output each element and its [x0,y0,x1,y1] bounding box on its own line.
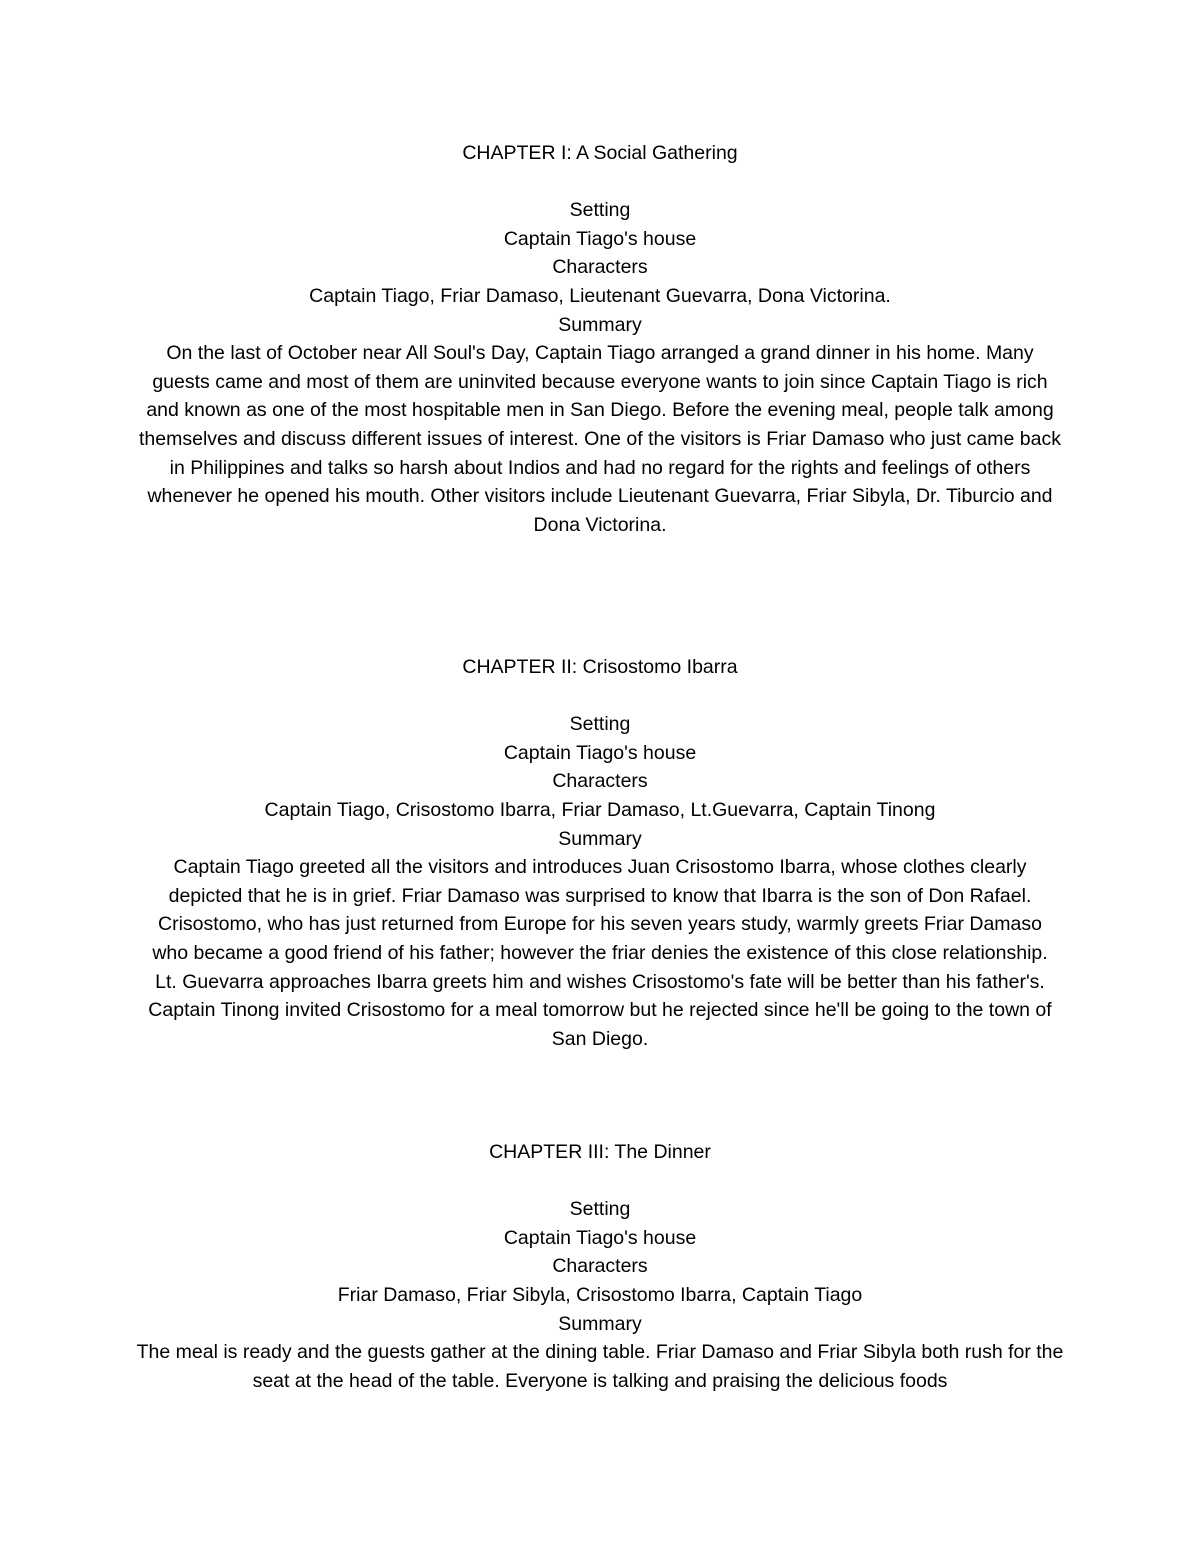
characters-value: Captain Tiago, Friar Damaso, Lieutenant Guevarra, Dona Victorina. [309,284,891,307]
characters-label: Characters [552,1255,648,1278]
characters-value: Friar Damaso, Friar Sibyla, Crisostomo Ibarra, Captain Tiago [337,1283,863,1306]
summary-label: Summary [558,827,642,850]
spacer [130,682,1070,711]
summary-text: The meal is ready and the guests gather at the dining table. Friar Damaso and Friar Sibyla both rush for the seat at the head of the table. Everyone is talking and praising the delicious foods [136,1341,1064,1392]
summary-label: Summary [558,1312,642,1335]
chapter-3-section [130,1138,1070,1395]
setting-value: Captain Tiago's house [503,741,697,764]
chapter-title: CHAPTER II: Crisostomo Ibarra [462,656,738,678]
setting-value: Captain Tiago's house [503,1226,697,1249]
setting-value: Captain Tiago's house [503,227,697,250]
setting-label: Setting [569,1198,631,1221]
setting-label: Setting [569,713,631,736]
summary-text: On the last of October near All Soul's Day, Captain Tiago arranged a grand dinner in his home. Many guests came and most of them are uninvited because everyone wants to join since Captain Tiago is rich and known as one of the most hospitable men in San Diego. Before the evening meal, people talk among themselves and discuss different issues of interest. One of the visitors is Friar Damaso who just came back in Philippines and talks so harsh about Indios and had no regard for the rights and feelings of others whenever he opened his mouth. Other visitors include Lieutenant Guevarra, Friar Sibyla, Dr. Tiburcio and Dona Victorina. [139,342,1061,536]
chapter-title: CHAPTER III: The Dinner [489,1141,711,1163]
characters-value: Captain Tiago, Crisostomo Ibarra, Friar Damaso, Lt.Guevarra, Captain Tinong [264,798,936,821]
spacer [130,168,1070,197]
characters-label: Characters [552,256,648,279]
summary-text: Captain Tiago greeted all the visitors and introduces Juan Crisostomo Ibarra, whose clothes clearly depicted that he is in grief. Friar Damaso was surprised to know that Ibarra is the son of Don Rafael. Crisostomo, who has just returned from Europe for his seven years study, warmly greets Friar Damaso who became a good friend of his father; however the friar denies the existence of this close relationship. Lt. Guevarra approaches Ibarra greets him and wishes Crisostomo's fate will be better than his father's. Captain Tinong invited Crisostomo for a meal tomorrow but he rejected since he'll be going to the town of San Diego. [148,856,1052,1050]
spacer [130,1167,1070,1196]
chapter-2-section [130,653,1070,1053]
setting-label: Setting [569,199,631,222]
characters-label: Characters [552,770,648,793]
summary-label: Summary [558,313,642,336]
chapter-1-section [130,139,1070,539]
chapter-title: CHAPTER I: A Social Gathering [462,142,738,164]
